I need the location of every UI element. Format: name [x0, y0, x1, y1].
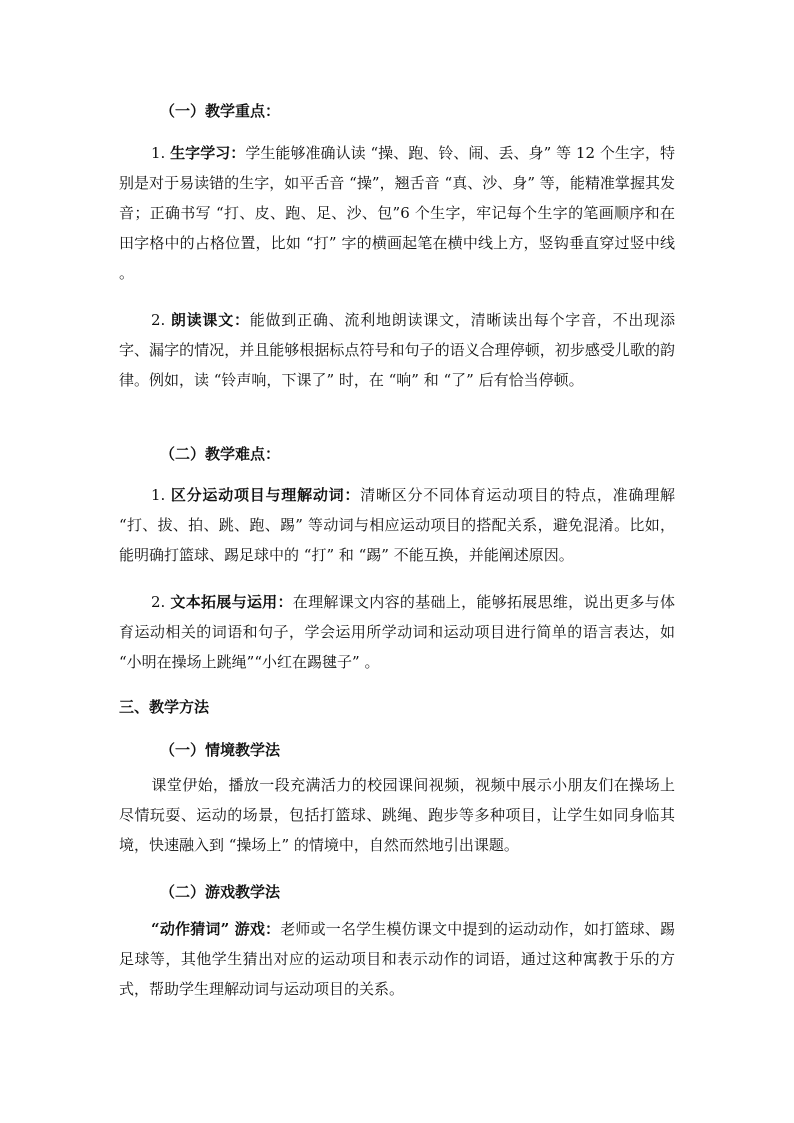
paragraph-situational-teaching: [119, 770, 675, 860]
item-text: 在理解课文内容的基础上，能够拓展思维，说出更多与体育运动相关的词语和句子，学会运用所学动词和运动项目进行简单的语言表达，如 “小明在操场上跳绳”“小红在踢毽子” 。: [119, 593, 675, 671]
paragraph-character-learning: [119, 138, 675, 288]
game-label: “动作猜词” 游戏：: [151, 920, 281, 938]
item-text: 能做到正确、流利地朗读课文，清晰读出每个字音，不出现添字、漏字的情况，并且能够根据标点符号和句子的语义合理停顿，初步感受儿歌的韵律。例如，读 “铃声响，下课了” 时，在 “响” 和 “了” 后有恰当停顿。: [119, 311, 675, 389]
item-label: 文本拓展与运用：: [170, 593, 293, 611]
item-number: 2.: [151, 593, 166, 611]
heading-teaching-focus: （一）教学重点：: [160, 102, 281, 120]
paragraph-reading-text: [119, 305, 675, 395]
heading-game-teaching: （二）游戏教学法: [160, 883, 281, 901]
item-number: 1.: [151, 144, 166, 162]
item-text: 学生能够准确认读 “操、跑、铃、闹、丢、身” 等 12 个生字，特别是对于易读错的生字，如平舌音 “操”，翘舌音 “真、沙、身” 等，能精准掌握其发音；正确书写 “打、皮、跑、足、沙、包”6 个生字，牢记每个生字的笔画顺序和在田字格中的占格位置，比如 “打” 字的横画起笔在横中线上方，竖钩垂直穿过竖中线 。: [119, 144, 675, 282]
paragraph-text: 老师或一名学生模仿课文中提到的运动动作，如打篮球、踢足球等，其他学生猜出对应的运动项目和表示动作的词语，通过这种寓教于乐的方式，帮助学生理解动词与运动项目的关系。: [119, 920, 675, 998]
section-title-teaching-methods: 三、教学方法: [119, 698, 210, 716]
item-label: 生字学习：: [170, 144, 246, 162]
paragraph-text-extension: [119, 587, 675, 677]
item-number: 2.: [151, 311, 166, 329]
paragraph-text: 课堂伊始，播放一段充满活力的校园课间视频，视频中展示小朋友们在操场上尽情玩耍、运动的场景，包括打篮球、跳绳、跑步等多种项目，让学生如同身临其境，快速融入到 “操场上” 的情境中，自然而然地引出课题。: [119, 776, 675, 854]
item-label: 区分运动项目与理解动词：: [170, 486, 361, 504]
heading-teaching-difficulty: （二）教学难点：: [160, 445, 281, 463]
heading-situational-teaching: （一）情境教学法: [160, 741, 281, 759]
paragraph-sports-verbs: [119, 480, 675, 570]
paragraph-game-teaching: [119, 914, 675, 1004]
item-text: 清晰区分不同体育运动项目的特点，准确理解 “打、拔、拍、跳、跑、踢” 等动词与相应运动项目的搭配关系，避免混淆。比如，能明确打篮球、踢足球中的 “打” 和 “踢” 不能互换，并能阐述原因。: [119, 486, 675, 564]
item-number: 1.: [151, 486, 166, 504]
item-label: 朗读课文：: [170, 311, 250, 329]
